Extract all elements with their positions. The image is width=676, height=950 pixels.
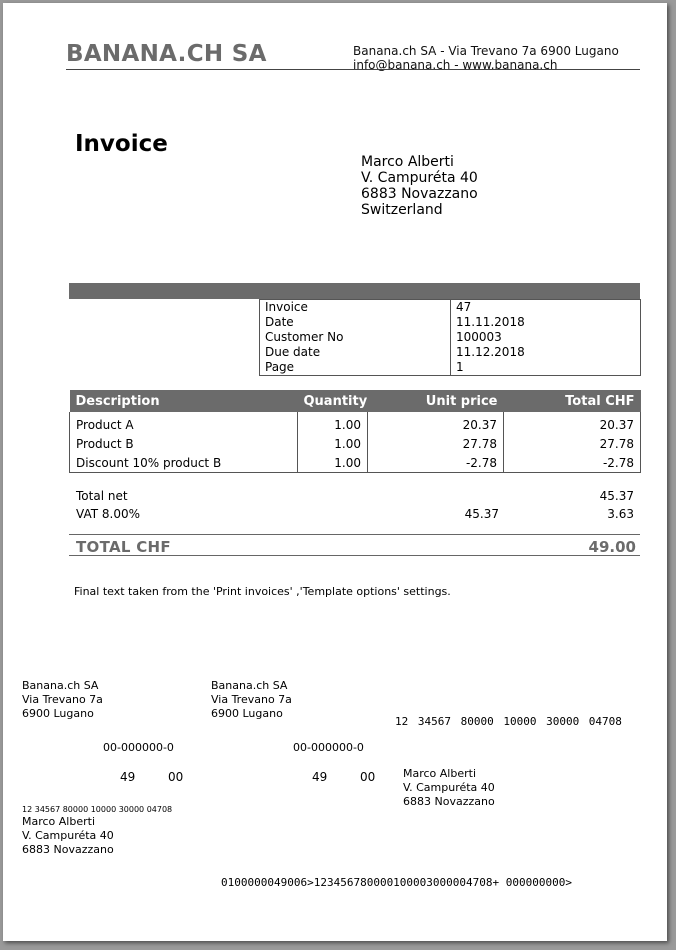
total-net-label: Total net — [76, 489, 128, 503]
slip-amount-francs: 49 — [120, 770, 136, 784]
slip-debtor-city: 6883 Novazzano — [403, 795, 495, 808]
slip-creditor-name: Banana.ch SA — [22, 679, 99, 692]
item-quantity: 1.00 — [298, 412, 368, 434]
slip-creditor-street-2: Via Trevano 7a — [211, 693, 292, 706]
total-bottom-rule — [69, 555, 640, 556]
vat-label: VAT 8.00% — [76, 507, 140, 521]
table-row — [70, 412, 641, 434]
info-row — [260, 300, 641, 316]
info-value: 100003 — [456, 330, 502, 344]
customer-country: Switzerland — [361, 202, 443, 218]
info-label: Date — [260, 315, 451, 330]
info-row — [260, 315, 641, 330]
slip-small-reference: 12 34567 80000 10000 30000 04708 — [22, 805, 173, 814]
item-quantity: 1.00 — [298, 453, 368, 473]
info-row — [260, 330, 641, 345]
slip-creditor-city: 6900 Lugano — [22, 707, 94, 720]
slip-creditor-city-2: 6900 Lugano — [211, 707, 283, 720]
item-quantity: 1.00 — [298, 434, 368, 453]
info-label: Due date — [260, 345, 451, 360]
slip-amount-cents-2: 00 — [360, 770, 376, 784]
grand-total-label: TOTAL CHF — [76, 538, 171, 556]
items-header-row — [70, 390, 641, 412]
slip-debtor-street: V. Campuréta 40 — [403, 781, 495, 794]
customer-city: 6883 Novazzano — [361, 186, 478, 202]
info-header-band — [69, 283, 640, 299]
info-value: 11.11.2018 — [456, 315, 525, 329]
company-name: BANANA.CH SA — [66, 41, 267, 67]
info-value: 1 — [456, 360, 464, 374]
company-contact-line: info@banana.ch - www.banana.ch — [353, 58, 558, 72]
info-row — [260, 360, 641, 376]
info-value: 11.12.2018 — [456, 345, 525, 359]
slip-reference-number: 12 34567 80000 10000 30000 04708 — [395, 715, 622, 728]
header-unit-price: Unit price — [368, 390, 504, 412]
slip-debtor-city-left: 6883 Novazzano — [22, 843, 114, 856]
item-description: Product A — [70, 412, 298, 434]
slip-debtor-name-left: Marco Alberti — [22, 815, 96, 828]
slip-amount-cents: 00 — [168, 770, 184, 784]
info-row — [260, 345, 641, 360]
slip-amount-francs-2: 49 — [312, 770, 328, 784]
invoice-page — [3, 3, 667, 941]
item-description: Discount 10% product B — [70, 453, 298, 473]
customer-street: V. Campuréta 40 — [361, 170, 478, 186]
header-description: Description — [70, 390, 298, 412]
items-table — [69, 390, 641, 473]
item-unit-price: 20.37 — [368, 412, 504, 434]
vat-base: 45.37 — [464, 507, 499, 521]
document-title: Invoice — [75, 131, 168, 157]
slip-debtor-name: Marco Alberti — [403, 767, 477, 780]
item-description: Product B — [70, 434, 298, 453]
slip-creditor-street: Via Trevano 7a — [22, 693, 103, 706]
total-net-value: 45.37 — [599, 489, 634, 503]
item-total: 20.37 — [504, 412, 641, 434]
table-row — [70, 434, 641, 453]
header-quantity: Quantity — [298, 390, 368, 412]
info-label: Invoice — [260, 300, 451, 316]
total-top-rule — [69, 534, 640, 535]
slip-account: 00-000000-0 — [103, 741, 174, 754]
vat-value: 3.63 — [607, 507, 634, 521]
table-row — [70, 453, 641, 473]
info-label: Customer No — [260, 330, 451, 345]
slip-creditor-name-2: Banana.ch SA — [211, 679, 288, 692]
info-label: Page — [260, 360, 451, 376]
company-address-line: Banana.ch SA - Via Trevano 7a 6900 Lugano — [353, 44, 619, 58]
slip-coding-line: 0100000049006>123456780000100003000004708+ 000000000> — [221, 876, 572, 889]
slip-account-2: 00-000000-0 — [293, 741, 364, 754]
slip-debtor-street-left: V. Campuréta 40 — [22, 829, 114, 842]
info-value: 47 — [456, 300, 472, 314]
final-text: Final text taken from the 'Print invoices' ,'Template options' settings. — [74, 585, 451, 598]
customer-name: Marco Alberti — [361, 154, 454, 170]
item-unit-price: -2.78 — [368, 453, 504, 473]
grand-total-value: 49.00 — [588, 538, 636, 556]
item-total: -2.78 — [504, 453, 641, 473]
item-unit-price: 27.78 — [368, 434, 504, 453]
invoice-info-table — [259, 299, 641, 376]
item-total: 27.78 — [504, 434, 641, 453]
header-total: Total CHF — [504, 390, 641, 412]
header-divider — [66, 69, 640, 70]
